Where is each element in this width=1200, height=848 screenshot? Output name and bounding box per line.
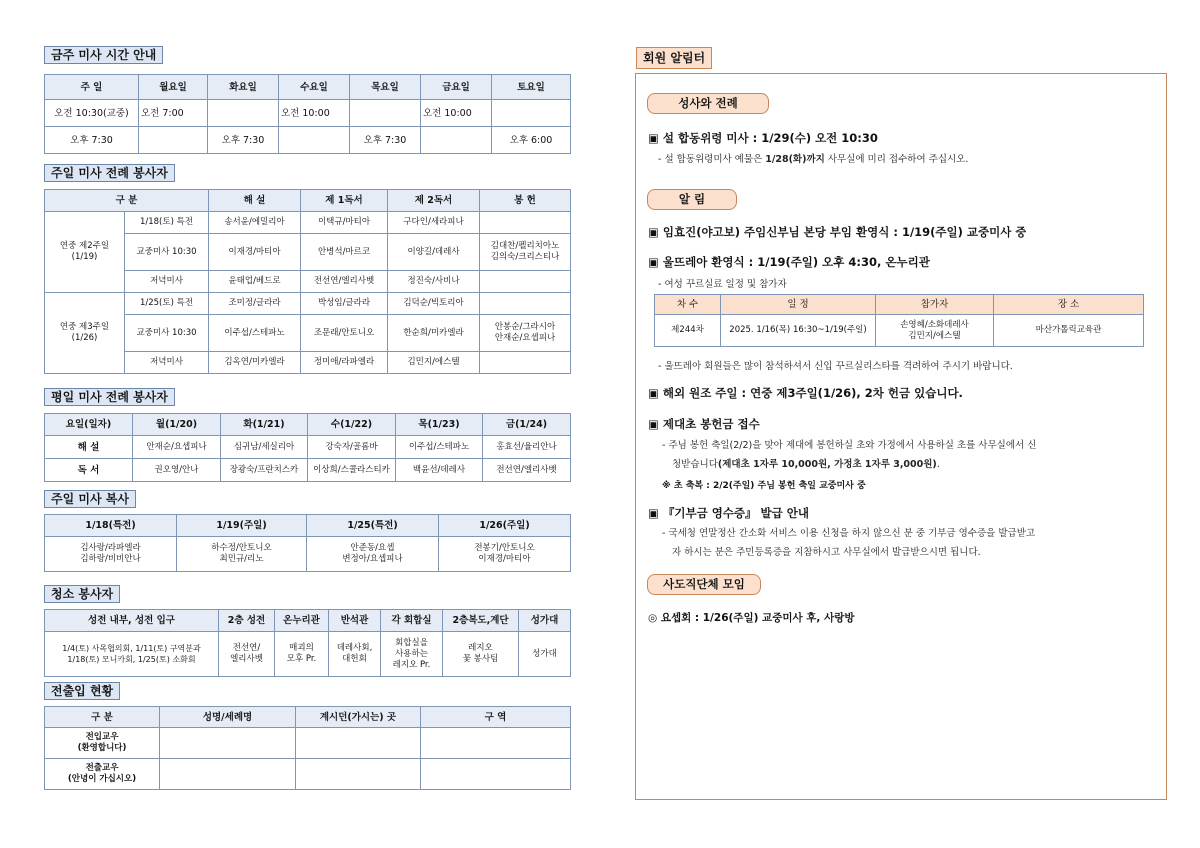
cell: 오전 10:00 [279,100,350,127]
col-tue: 화(1/21) [221,414,308,436]
cleaning-table [44,609,571,677]
cell: 하수정/안토니오 최민규/리노 [177,537,307,572]
weekday-servers-title: 평일 미사 전례 봉사자 [44,388,175,406]
col-2f-hall: 2층복도,계단 [443,610,519,632]
cell: 1/4(토) 사목협의회, 1/11(토) 구역분과 1/18(토) 모니카회, 1/25(토) 소화회 [45,632,219,677]
cell [480,212,571,234]
row-label: 해 설 [45,436,133,459]
notice-item-4-sub1: - 주님 봉헌 축일(2/2)을 맞아 제대에 봉헌하실 초와 가정에서 사용하실 초를 사무실에서 신 [662,440,1037,451]
sacrament-sub-b: 1/28(화)까지 [765,154,825,165]
cell [480,352,571,374]
cell: 홍효선/율리안나 [483,436,571,459]
cell: 교중미사 10:30 [125,315,209,352]
cell: 한순희/미카엘라 [388,315,480,352]
col-monday: 월요일 [139,75,208,100]
cell: 전선연/ 엘리사벳 [219,632,275,677]
cell: 오전 7:00 [139,100,208,127]
cell: 이주섭/스테파노 [396,436,483,459]
col-choir: 성가대 [519,610,571,632]
cell: 권오영/안나 [133,459,221,482]
row-label: 전출교우 (안녕이 가십시오) [45,759,160,790]
cell: 안병석/마르코 [301,234,388,271]
cell: 김옥연/미카엘라 [209,352,301,374]
cell: 박성임/글라라 [301,293,388,315]
col-mon: 월(1/20) [133,414,221,436]
col-thu: 목(1/23) [396,414,483,436]
notice-item-3: ▣ 해외 원조 주일 : 연중 제3주일(1/26), 2차 헌금 있습니다. [648,386,963,400]
cell: 이재경/마티아 [209,234,301,271]
cell [160,728,296,759]
cell [208,100,279,127]
table-row [45,127,571,154]
cell: 교중미사 10:30 [125,234,209,271]
altar-servers-title: 주일 미사 복사 [44,490,136,508]
col-meeting-rooms: 각 회합실 [381,610,443,632]
cell: 제244차 [655,315,721,347]
cell: 안재순/요셉피나 [133,436,221,459]
col-fri: 금(1/24) [483,414,571,436]
notice-item-4-sub2c: . [936,459,940,470]
apostolate-item: ◎ 요셉회 : 1/26(주일) 교중미사 후, 사랑방 [648,612,855,624]
cell: 손영혜/소화데레사 김민지/에스텔 [876,315,994,347]
col-sanctuary: 성전 내부, 성전 입구 [45,610,219,632]
table-row [45,436,571,459]
cell: 장광숙/프란치스카 [221,459,308,482]
cell: 오전 10:30(교중) [45,100,139,127]
cell: 마산가톨릭교육관 [994,315,1144,347]
sunday-servers-title: 주일 미사 전례 봉사자 [44,164,175,182]
weekday-header-row [45,414,571,436]
group-label: 연중 제3주일 (1/26) [45,293,125,374]
sacrament-sub [658,151,968,165]
sacrament-item: ▣ 설 합동위령 미사 : 1/29(수) 오전 10:30 [648,131,878,145]
cell: 전선연/엘리사벳 [301,271,388,293]
col-wed: 수(1/22) [308,414,396,436]
table-row [45,537,571,572]
cell: 정진숙/사비나 [388,271,480,293]
notice-item-5-sub2: 자 하시는 분은 주민등록증을 지참하시고 사무실에서 발급받으시면 됩니다. [672,547,981,558]
cell [350,100,421,127]
col-district: 구 역 [421,707,571,728]
col-reading1: 제 1독서 [301,190,388,212]
transfer-header-row [45,707,571,728]
notice-item-5: ▣ 『기부금 영수증』 발급 안내 [648,506,809,520]
transfer-title: 전출입 현황 [44,682,120,700]
notice-item-1: ▣ 임효진(야고보) 주임신부님 본당 부임 환영식 : 1/19(주일) 교중미사 중 [648,225,1027,239]
cell: 조문래/안토니오 [301,315,388,352]
cell: 전봉기/안토니오 이재경/마티아 [439,537,571,572]
cell: 김사랑/라파엘라 김하랑/비비안나 [45,537,177,572]
cell [480,271,571,293]
cell [296,728,421,759]
cell: 전선연/엘리사벳 [483,459,571,482]
cell: 조미정/글라라 [209,293,301,315]
cell: 1/25(토) 특전 [125,293,209,315]
notice-item-4: ▣ 제대초 봉헌금 접수 [648,417,760,431]
cell: 오후 7:30 [208,127,279,154]
cell: 데레사회, 대헌회 [329,632,381,677]
altar-servers-table [44,514,571,572]
col-name: 성명/세례명 [160,707,296,728]
cell [492,100,571,127]
cell: 이택규/마티아 [301,212,388,234]
col-type: 구 분 [45,707,160,728]
cell: 정미애/라파엘라 [301,352,388,374]
cell [279,127,350,154]
group-label: 연중 제2주일 (1/19) [45,212,125,293]
col-date1: 1/18(특전) [45,515,177,537]
sunday-servers-header-row [45,190,571,212]
notice-item-4-sub2a: 청받습니다 [672,459,718,470]
col-reading2: 제 2독서 [388,190,480,212]
cleaning-header-row [45,610,571,632]
row-label: 독 서 [45,459,133,482]
cell [296,759,421,790]
col-day: 요일(일자) [45,414,133,436]
col-date2: 1/19(주일) [177,515,307,537]
col-wednesday: 수요일 [279,75,350,100]
col-session: 차 수 [655,295,721,315]
col-participants: 참가자 [876,295,994,315]
cell: 안봉순/그라시아 안재순/요셉피나 [480,315,571,352]
notice-board-title: 회원 알림터 [636,47,712,69]
cell: 강숙자/골롬바 [308,436,396,459]
col-venue: 장 소 [994,295,1144,315]
col-saturday: 토요일 [492,75,571,100]
cell: 윤태업/베드로 [209,271,301,293]
sunday-servers-table [44,189,571,374]
col-tuesday: 화요일 [208,75,279,100]
table-row [45,459,571,482]
cell [421,759,571,790]
cell: 오전 10:00 [421,100,492,127]
col-date4: 1/26(주일) [439,515,571,537]
notice-item-2-sub: - 여성 꾸르실료 일정 및 참가자 [658,279,787,290]
col-banseok: 반석관 [329,610,381,632]
cell: 송서윤/에밀리아 [209,212,301,234]
table-row [45,100,571,127]
cursillo-header-row [655,295,1144,315]
col-2f-sanctuary: 2층 성전 [219,610,275,632]
cell [421,728,571,759]
table-row [45,212,571,234]
cell [421,127,492,154]
cell: 매괴의 모후 Pr. [275,632,329,677]
notice-item-4-sub2b: (제대초 1자루 10,000원, 가정초 1자루 3,000원) [717,459,937,470]
cell: 심귀남/세실리아 [221,436,308,459]
cell: 성가대 [519,632,571,677]
cell: 김대찬/펠리치아노 김의숙/크리스티나 [480,234,571,271]
cleaning-title: 청소 봉사자 [44,585,120,603]
sacrament-pill: 성사와 전례 [647,93,769,114]
cell [480,293,571,315]
cell: 회합실을 사용하는 레지오 Pr. [381,632,443,677]
cell: 레지오 꽃 봉사팀 [443,632,519,677]
table-row [655,315,1144,347]
apostolate-pill: 사도직단체 모임 [647,574,761,595]
cell: 이상희/스콜라스티카 [308,459,396,482]
cell: 1/18(토) 특전 [125,212,209,234]
col-schedule: 일 정 [721,295,876,315]
cell: 구다인/세라피나 [388,212,480,234]
mass-times-table [44,74,571,154]
cell: 김민지/에스텔 [388,352,480,374]
col-offering: 봉 헌 [480,190,571,212]
col-sunday: 주 일 [45,75,139,100]
cell: 이양길/데레사 [388,234,480,271]
cell: 백윤선/데레사 [396,459,483,482]
cell [139,127,208,154]
cell: 2025. 1/16(목) 16:30~1/19(주일) [721,315,876,347]
cursillo-table [654,294,1144,347]
cell: 이주섭/스테파노 [209,315,301,352]
notice-item-4-note: ※ 초 축복 : 2/2(주일) 주님 봉헌 축일 교중미사 중 [662,481,866,491]
altar-header-row [45,515,571,537]
cell: 김덕순/빅토리아 [388,293,480,315]
notice-item-5-sub1: - 국세청 연말정산 간소화 서비스 이용 신청을 하지 않으신 분 중 기부금 영수증을 발급받고 [662,528,1036,539]
notice-item-2: ▣ 울뜨레아 환영식 : 1/19(주일) 오후 4:30, 온누리관 [648,255,930,269]
table-row [45,759,571,790]
col-thursday: 목요일 [350,75,421,100]
table-row [45,728,571,759]
cell: 오후 6:00 [492,127,571,154]
col-commentary: 해 설 [209,190,301,212]
table-row [45,293,571,315]
col-onnuri: 온누리관 [275,610,329,632]
col-friday: 금요일 [421,75,492,100]
notice-item-2-note: - 울뜨레아 회원들은 많이 참석하셔서 신입 꾸르실리스타를 격려하여 주시기 바랍니다. [658,361,1013,372]
sacrament-sub-a: - 설 합동위령미사 예물은 [658,154,766,165]
mass-times-title: 금주 미사 시간 안내 [44,46,163,64]
sacrament-sub-c: 사무실에 미리 접수하여 주십시오. [824,154,969,165]
cell: 저녁미사 [125,352,209,374]
cell: 저녁미사 [125,271,209,293]
mass-times-header-row [45,75,571,100]
table-row [45,632,571,677]
notice-item-4-sub2 [672,456,940,470]
cell [160,759,296,790]
col-origin: 계시던(가시는) 곳 [296,707,421,728]
cell: 안준동/요셉 변정아/요셉피나 [307,537,439,572]
cell: 오후 7:30 [350,127,421,154]
notice-pill: 알 림 [647,189,737,210]
row-label: 전입교우 (환영합니다) [45,728,160,759]
transfer-table [44,706,571,790]
cell: 오후 7:30 [45,127,139,154]
col-date3: 1/25(특전) [307,515,439,537]
weekday-servers-table [44,413,571,482]
col-category: 구 분 [45,190,209,212]
